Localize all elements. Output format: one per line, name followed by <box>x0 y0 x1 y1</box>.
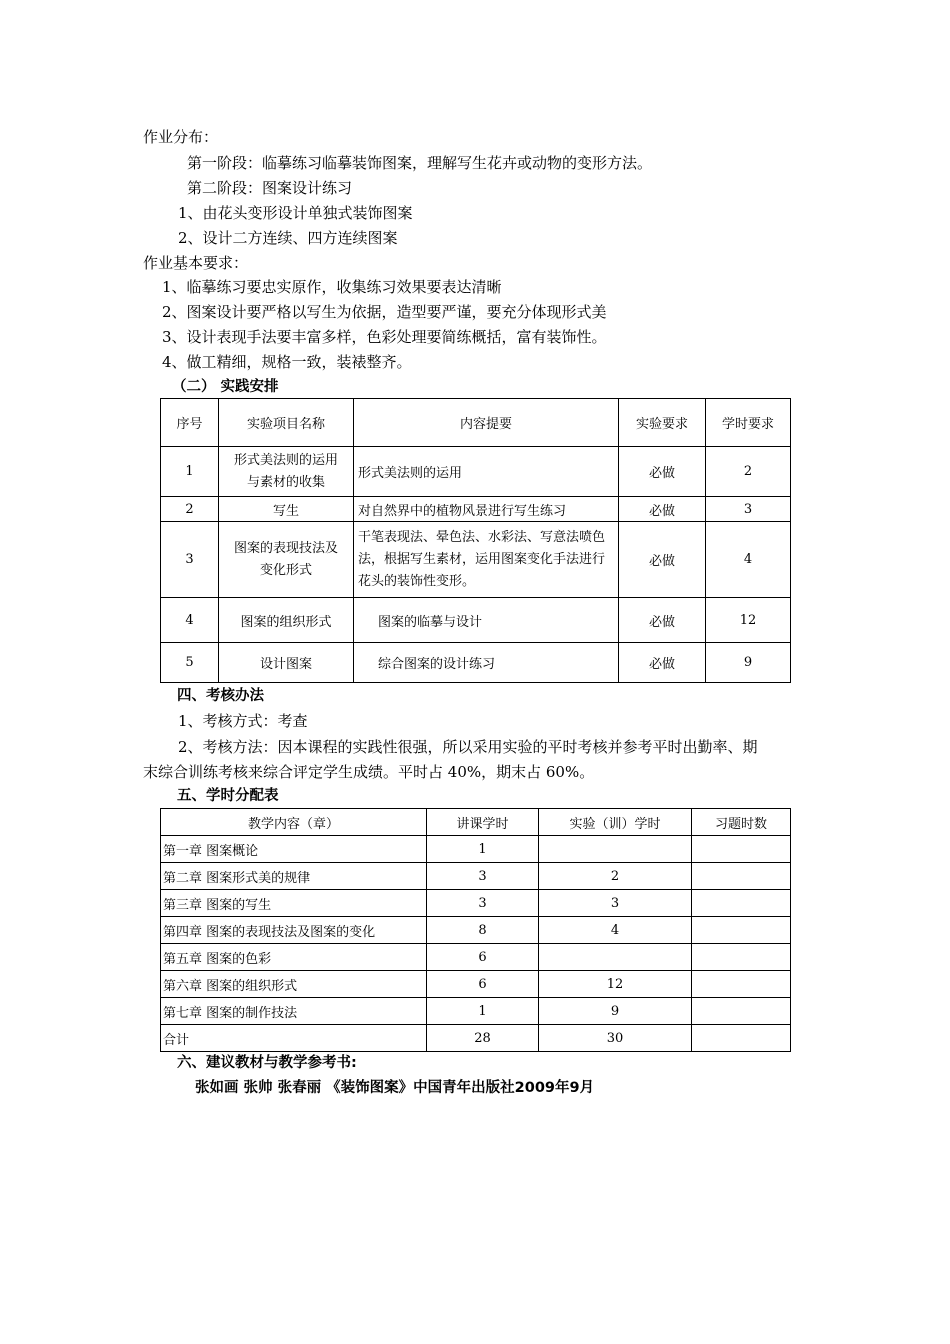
cell-lecture: 6 <box>427 971 539 998</box>
cell-lecture: 1 <box>427 998 539 1025</box>
cell-exercise <box>692 890 791 917</box>
cell-chapter: 第一章 图案概论 <box>161 836 427 863</box>
cell-no: 3 <box>161 522 219 598</box>
cell-no: 4 <box>161 598 219 643</box>
table-row <box>161 917 791 944</box>
hours-table <box>160 808 791 1052</box>
assignment-item2: 2、设计二方连续、四方连续图案 <box>178 229 398 247</box>
cell-no: 5 <box>161 643 219 683</box>
cell-lecture: 6 <box>427 944 539 971</box>
column-header: 实验项目名称 <box>219 399 354 447</box>
table-header-row <box>161 399 791 447</box>
cell-name: 形式美法则的运用与素材的收集 <box>219 447 354 497</box>
column-header: 实验（训）学时 <box>539 809 692 836</box>
column-header: 教学内容（章） <box>161 809 427 836</box>
assignment-stage2: 第二阶段：图案设计练习 <box>187 179 353 197</box>
cell-lab: 4 <box>539 917 692 944</box>
cell-chapter: 第三章 图案的写生 <box>161 890 427 917</box>
assessment-method: 1、考核方式：考查 <box>178 712 308 730</box>
cell-chapter: 第二章 图案形式美的规律 <box>161 863 427 890</box>
table-row <box>161 497 791 522</box>
cell-hours: 12 <box>706 598 791 643</box>
assessment-detail: 2、考核方法：因本课程的实践性很强，所以采用实验的平时考核并参考平时出勤率、期 <box>178 738 758 756</box>
cell-chapter: 第六章 图案的组织形式 <box>161 971 427 998</box>
requirement-item: 2、图案设计要严格以写生为依据，造型要严谨，要充分体现形式美 <box>162 303 607 321</box>
requirement-item: 1、临摹练习要忠实原作，收集练习效果要表达清晰 <box>162 278 502 296</box>
assessment-detail-continued: 末综合训练考核来综合评定学生成绩。平时占 40%，期末占 60%。 <box>143 763 595 781</box>
cell-req: 必做 <box>619 643 706 683</box>
cell-chapter: 合计 <box>161 1025 427 1052</box>
cell-lab: 2 <box>539 863 692 890</box>
column-header: 实验要求 <box>619 399 706 447</box>
practice-table <box>160 398 791 683</box>
cell-lab <box>539 836 692 863</box>
column-header: 内容提要 <box>354 399 619 447</box>
cell-exercise <box>692 944 791 971</box>
cell-content: 图案的临摹与设计 <box>354 598 619 643</box>
cell-lecture: 28 <box>427 1025 539 1052</box>
requirement-item: 3、设计表现手法要丰富多样，色彩处理要简练概括，富有装饰性。 <box>162 328 607 346</box>
cell-hours: 9 <box>706 643 791 683</box>
cell-req: 必做 <box>619 522 706 598</box>
cell-req: 必做 <box>619 598 706 643</box>
table-row <box>161 447 791 497</box>
assignment-item1: 1、由花头变形设计单独式装饰图案 <box>178 204 413 222</box>
cell-lecture: 1 <box>427 836 539 863</box>
assignment-heading: 作业分布： <box>143 128 219 146</box>
table-row <box>161 522 791 598</box>
cell-content: 干笔表现法、晕色法、水彩法、写意法喷色法，根据写生素材，运用图案变化手法进行花头的装饰性变形。 <box>354 522 619 598</box>
cell-exercise <box>692 836 791 863</box>
cell-hours: 3 <box>706 497 791 522</box>
cell-no: 2 <box>161 497 219 522</box>
requirement-item: 4、做工精细，规格一致，装裱整齐。 <box>162 353 412 371</box>
cell-hours: 2 <box>706 447 791 497</box>
cell-lab <box>539 944 692 971</box>
cell-chapter: 第七章 图案的制作技法 <box>161 998 427 1025</box>
table-row <box>161 598 791 643</box>
cell-content: 综合图案的设计练习 <box>354 643 619 683</box>
hours-heading: 五、学时分配表 <box>177 788 279 804</box>
requirements-heading: 作业基本要求： <box>143 254 249 272</box>
table-row <box>161 890 791 917</box>
cell-lab: 30 <box>539 1025 692 1052</box>
cell-req: 必做 <box>619 497 706 522</box>
cell-name: 图案的组织形式 <box>219 598 354 643</box>
cell-lecture: 3 <box>427 863 539 890</box>
table-row <box>161 998 791 1025</box>
cell-hours: 4 <box>706 522 791 598</box>
cell-name: 设计图案 <box>219 643 354 683</box>
table-row <box>161 971 791 998</box>
cell-exercise <box>692 917 791 944</box>
assignment-stage1: 第一阶段：临摹练习临摹装饰图案，理解写生花卉或动物的变形方法。 <box>187 154 653 172</box>
cell-lecture: 8 <box>427 917 539 944</box>
cell-lab: 9 <box>539 998 692 1025</box>
textbook-entry: 张如画 张帅 张春丽 《装饰图案》中国青年出版社2009年9月 <box>195 1080 595 1096</box>
cell-lab: 12 <box>539 971 692 998</box>
textbook-heading: 六、建议教材与教学参考书: <box>177 1055 357 1071</box>
cell-chapter: 第四章 图案的表现技法及图案的变化 <box>161 917 427 944</box>
column-header: 学时要求 <box>706 399 791 447</box>
assessment-heading: 四、考核办法 <box>177 688 264 704</box>
cell-content: 形式美法则的运用 <box>354 447 619 497</box>
cell-lab: 3 <box>539 890 692 917</box>
column-header: 习题时数 <box>692 809 791 836</box>
cell-exercise <box>692 863 791 890</box>
cell-req: 必做 <box>619 447 706 497</box>
table-row <box>161 643 791 683</box>
table-row <box>161 836 791 863</box>
cell-chapter: 第五章 图案的色彩 <box>161 944 427 971</box>
cell-content: 对自然界中的植物风景进行写生练习 <box>354 497 619 522</box>
column-header: 序号 <box>161 399 219 447</box>
cell-exercise <box>692 1025 791 1052</box>
cell-name: 写生 <box>219 497 354 522</box>
table-total-row <box>161 1025 791 1052</box>
table-row <box>161 863 791 890</box>
table-header-row <box>161 809 791 836</box>
cell-exercise <box>692 971 791 998</box>
cell-exercise <box>692 998 791 1025</box>
table-row <box>161 944 791 971</box>
cell-lecture: 3 <box>427 890 539 917</box>
column-header: 讲课学时 <box>427 809 539 836</box>
practice-heading: （二） 实践安排 <box>172 379 279 395</box>
cell-no: 1 <box>161 447 219 497</box>
cell-name: 图案的表现技法及变化形式 <box>219 522 354 598</box>
